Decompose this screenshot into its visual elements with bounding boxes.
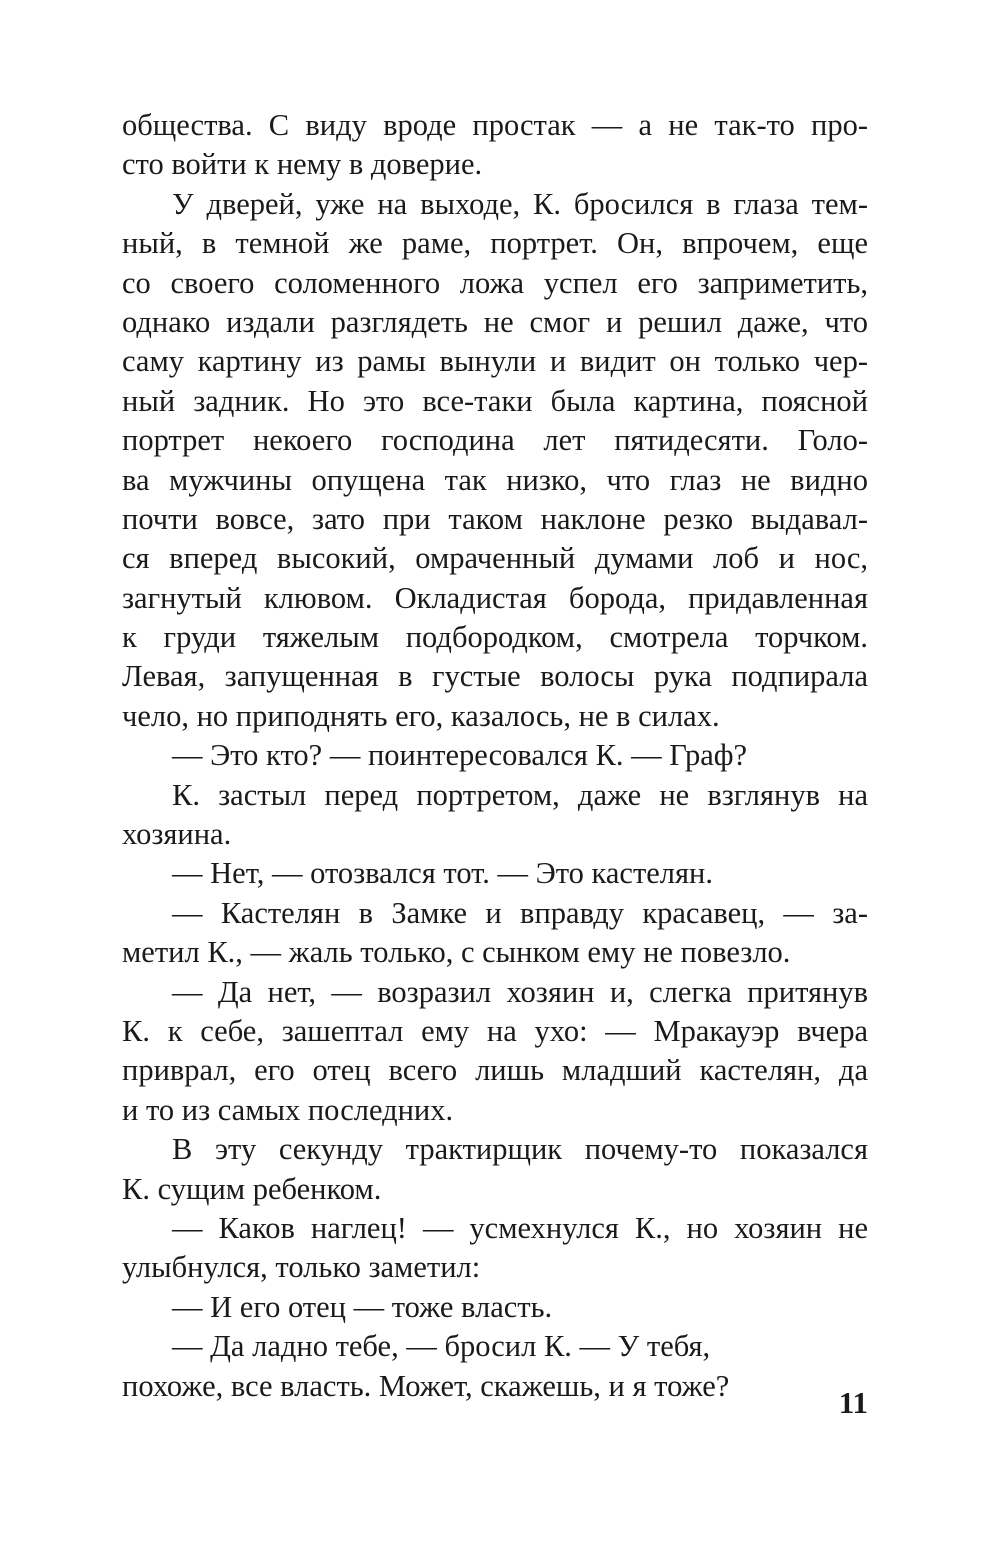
page-number: 11 — [838, 1385, 868, 1420]
text-line: — Это кто? — поинтересовался К. — Граф? — [172, 738, 748, 773]
text-line: К. к себе, зашептал ему на ухо: — Мракауэр вчера — [122, 1013, 868, 1048]
text-line: улыбнулся, только заметил: — [122, 1250, 481, 1285]
text-line: и то из самых последних. — [122, 1092, 454, 1127]
text-line: похоже, все власть. Может, скажешь, и я тоже? — [122, 1368, 730, 1403]
text-line: метил К., — жаль только, с сынком ему не повезло. — [122, 935, 791, 970]
text-line: ва мужчины опущена так низко, что глаз не видно — [122, 462, 868, 497]
text-line: ный, в темной же раме, портрет. Он, впрочем, еще — [122, 226, 868, 261]
text-line: — Каков наглец! — усмехнулся К., но хозяин не — [172, 1210, 868, 1245]
text-line: ся вперед высокий, омраченный думами лоб и нос, — [122, 541, 868, 576]
text-line: саму картину из рамы вынули и видит он только чер- — [122, 344, 868, 379]
text-line: общества. С виду вроде простак — а не так-то про- — [122, 108, 868, 142]
text-line: Левая, запущенная в густые волосы рука подпирала — [122, 659, 868, 694]
text-line: — Да нет, — возразил хозяин и, слегка притянув — [172, 974, 868, 1009]
text-line: портрет некоего господина лет пятидесяти. Голо- — [122, 423, 868, 458]
text-line: со своего соломенного ложа успел его заприметить, — [122, 265, 868, 300]
text-line: хозяина. — [122, 817, 232, 852]
text-line: чело, но приподнять его, казалось, не в силах. — [122, 698, 720, 733]
text-line: однако издали разглядеть не смог и решил даже, что — [122, 304, 868, 339]
text-line: приврал, его отец всего лишь младший кастелян, да — [122, 1053, 868, 1088]
text-line: к груди тяжелым подбородком, смотрела торчком. — [122, 620, 868, 655]
text-line: сто войти к нему в доверие. — [122, 147, 483, 182]
text-line: У дверей, уже на выходе, К. бросился в глаза тем- — [172, 186, 868, 221]
text-line: К. сущим ребенком. — [122, 1171, 382, 1206]
text-line: — И его отец — тоже власть. — [172, 1289, 553, 1324]
text-line: ный задник. Но это все-таки была картина, поясной — [122, 383, 868, 418]
page-body — [122, 106, 868, 1406]
text-line: загнутый клювом. Окладистая борода, придавленная — [122, 580, 868, 615]
text-line: почти вовсе, зато при таком наклоне резко выдавал- — [122, 501, 868, 536]
text-line: — Да ладно тебе, — бросил К. — У тебя, — [172, 1329, 711, 1364]
text-line: К. застыл перед портретом, даже не взглянув на — [172, 777, 868, 812]
text-line: — Кастелян в Замке и вправду красавец, — за- — [172, 895, 868, 930]
text-line: В эту секунду трактирщик почему-то показался — [172, 1132, 868, 1167]
text-line: — Нет, — отозвался тот. — Это кастелян. — [172, 856, 714, 891]
